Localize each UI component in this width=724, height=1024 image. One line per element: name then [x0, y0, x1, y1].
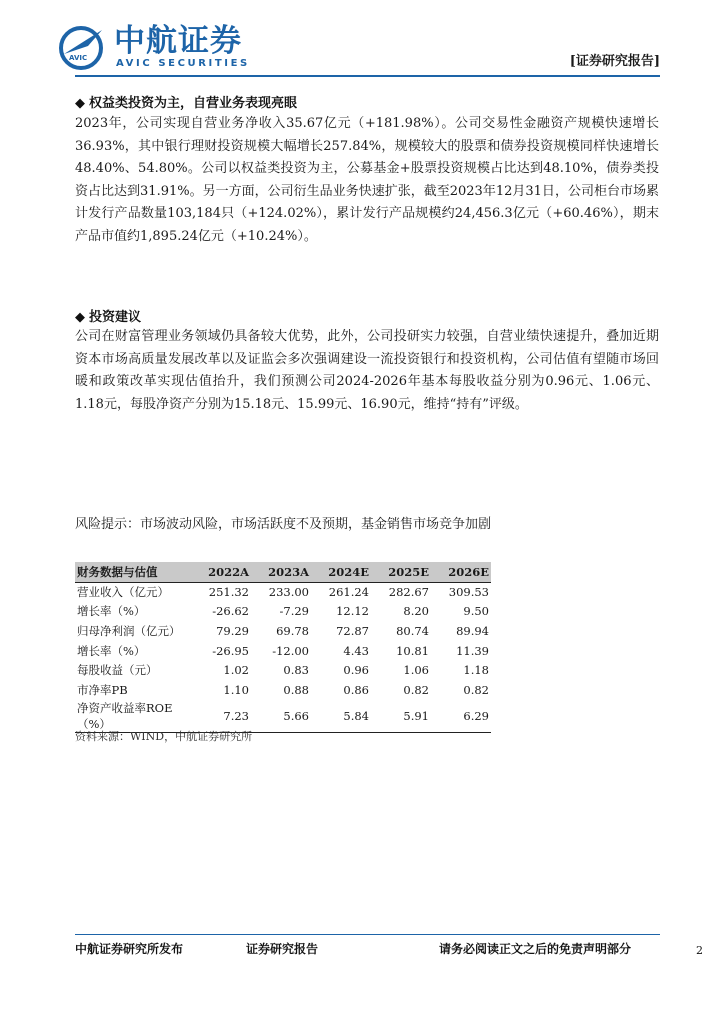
table-cell: 5.66 [251, 700, 311, 733]
table-cell: 营业收入（亿元） [75, 582, 191, 602]
table-cell: -12.00 [272, 643, 309, 658]
table-cell: 261.24 [311, 582, 371, 602]
table-cell: 4.43 [343, 643, 369, 658]
table-cell: 1.06 [403, 663, 429, 678]
table-cell: 增长率（%） [77, 643, 146, 658]
table-cell: 69.78 [276, 623, 309, 638]
table-cell: -26.62 [212, 604, 249, 619]
table-cell: 0.83 [283, 663, 309, 678]
page-header [58, 22, 660, 72]
table-cell: 5.91 [371, 700, 431, 733]
table-cell: 72.87 [336, 623, 369, 638]
section-body-equity: 2023年，公司实现自营业务净收入35.67亿元（+181.98%）。公司交易性金融资产规模快速增长36.93%，其中银行理财投资规模大幅增长257.84%，规模较大的股票和债券投资规模同样快速增长48.40%、54.80%。公司以权益类投资为主，公募基金+股票投资规模占比达到48.10%，债券类投资占比达到31.91%。另一方面，公司衍生品业务快速扩张，截至2023年12月31日，公司柜台市场累计发行产品数量103,184只（+124.02%），累计发行产品规模约24,456.3亿元（+60.46%），期末产品市值约1,895.24亿元（+10.24%）。 [75, 116, 659, 244]
table-cell: 1.18 [463, 663, 489, 678]
table-header-cell: 财务数据与估值 [75, 562, 191, 582]
table-cell: 1.10 [223, 682, 249, 697]
table-cell: 1.02 [223, 663, 249, 678]
table-row [75, 602, 491, 622]
table-row [75, 582, 491, 602]
table-cell: 7.23 [191, 700, 251, 733]
footer-report-type: 证券研究报告 [246, 942, 319, 956]
table-cell: 11.39 [456, 643, 489, 658]
table-cell: 79.29 [216, 623, 249, 638]
section-title-advice [75, 306, 141, 325]
page-number: 2 [696, 944, 703, 957]
table-cell: 309.53 [431, 582, 491, 602]
section-body-advice: 公司在财富管理业务领域仍具备较大优势，此外，公司投研实力较强，自营业绩快速提升，叠加近期资本市场高质量发展改革以及证监会多次强调建设一流投资银行和投资机构，公司估值有望随市场回暖和政策改革实现估值抬升，我们预测公司2024-2026年基本每股收益分别为0.96元、1.06元、1.18元，每股净资产分别为15.18元、15.99元、16.90元，维持“持有”评级。 [75, 329, 659, 412]
table-cell: 5.84 [311, 700, 371, 733]
table-cell: 市净率PB [77, 682, 128, 697]
risk-warning: 风险提示：市场波动风险，市场活跃度不及预期，基金销售市场竞争加剧 [75, 517, 492, 532]
table-row [75, 660, 491, 680]
table-header-cell: 2026E [431, 562, 491, 582]
logo-badge-text: AVIC [69, 54, 88, 62]
table-cell: 9.50 [463, 604, 489, 619]
table-cell: 净资产收益率ROE（%） [75, 700, 191, 733]
table-source-note: 资料来源：WIND，中航证券研究所 [75, 730, 253, 743]
table-cell: 0.82 [403, 682, 429, 697]
table-cell: 归母净利润（亿元） [77, 623, 181, 638]
table-header-cell: 2024E [311, 562, 371, 582]
table-cell: 6.29 [431, 700, 491, 733]
table-cell: 80.74 [396, 623, 429, 638]
table-row [75, 641, 491, 661]
table-row [75, 680, 491, 700]
diamond-bullet-icon: ◆ [75, 96, 85, 111]
table-cell: 每股收益（元） [77, 663, 158, 678]
table-cell: 8.20 [403, 604, 429, 619]
logo-wordmark-cn: 中航证券 [114, 23, 242, 59]
table-cell: 10.81 [396, 643, 429, 658]
logo-wordmark-en: AVIC SECURITIES [116, 58, 250, 69]
table-cell: -26.95 [212, 643, 249, 658]
table-cell: 251.32 [191, 582, 251, 602]
table-header-cell: 2022A [191, 562, 251, 582]
table-row [75, 621, 491, 641]
table-cell: -7.29 [279, 604, 309, 619]
table-cell: 增长率（%） [77, 604, 146, 619]
table-header-cell: 2023A [251, 562, 311, 582]
table-cell: 89.94 [456, 623, 489, 638]
table-cell: 0.88 [283, 682, 309, 697]
table-cell: 0.86 [343, 682, 369, 697]
footer-disclaimer-note: 请务必阅读正文之后的免责声明部分 [439, 942, 632, 956]
table-cell: 233.00 [251, 582, 311, 602]
section-title-equity-text: 权益类投资为主，自营业务表现亮眼 [89, 96, 298, 111]
table-header-row [75, 562, 491, 582]
section-title-advice-text: 投资建议 [89, 310, 142, 325]
table-header-cell: 2025E [371, 562, 431, 582]
report-type-tag: [证券研究报告] [569, 54, 660, 69]
financial-forecast-table [75, 562, 491, 733]
footer-publisher: 中航证券研究所发布 [75, 942, 184, 956]
section-title-equity [75, 92, 297, 111]
header-divider [75, 75, 660, 77]
diamond-bullet-icon: ◆ [75, 310, 85, 325]
table-cell: 282.67 [371, 582, 431, 602]
table-cell: 0.82 [463, 682, 489, 697]
table-cell: 12.12 [336, 604, 369, 619]
avic-logo-icon [58, 24, 106, 70]
table-cell: 0.96 [343, 663, 369, 678]
footer-divider [75, 934, 660, 935]
